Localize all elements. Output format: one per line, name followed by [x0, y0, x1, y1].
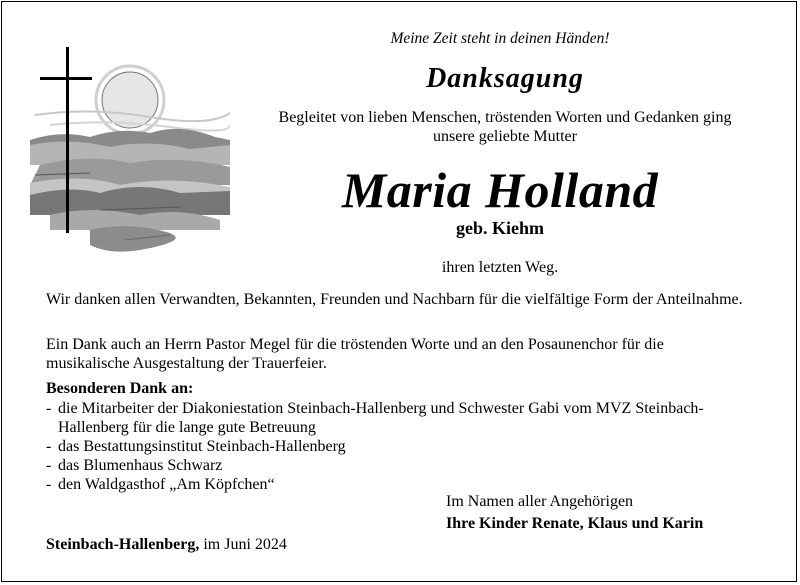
list-item-text: den Waldgasthof „Am Köpfchen“ — [58, 476, 275, 493]
list-item-text: die Mitarbeiter der Diakoniestation Steinbach-Hallenberg und Schwester Gabi vom MVZ Steinbach-Hallenberg für die lange gute Betreuung — [58, 400, 704, 436]
motto: Meine Zeit steht in deinen Händen! — [390, 30, 610, 47]
place-date — [46, 536, 287, 554]
deceased-name: Maria Holland — [341, 162, 659, 218]
signature-line-1: Im Namen aller Angehörigen — [446, 493, 634, 510]
thanks-paragraph-2: Ein Dank auch an Herrn Pastor Megel für die tröstenden Worte und an den Posaunenchor für die musikalische Ausgestaltung der Trauerfeier. — [46, 336, 664, 372]
special-thanks-list — [46, 399, 746, 494]
intro-text: Begleitet von lieben Menschen, tröstenden Worten und Gedanken ging unsere geliebte Mutter — [278, 109, 732, 145]
dash-icon: - — [46, 476, 52, 493]
list-item — [46, 399, 746, 437]
birth-name: geb. Kiehm — [456, 218, 544, 238]
dash-icon: - — [46, 400, 52, 417]
list-item — [46, 456, 746, 475]
date: im Juni 2024 — [203, 536, 287, 553]
last-way-text: ihren letzten Weg. — [441, 259, 559, 276]
special-thanks-heading: Besonderen Dank an: — [46, 380, 194, 397]
heading-danksagung: Danksagung — [426, 63, 584, 94]
list-item-text: das Blumenhaus Schwarz — [58, 457, 223, 474]
dash-icon: - — [46, 438, 52, 455]
thanks-paragraph-1: Wir danken allen Verwandten, Bekannten, Freunden und Nachbarn für die vielfältige Form der Anteilnahme. — [46, 291, 743, 308]
list-item — [46, 437, 746, 456]
memorial-illustration — [30, 45, 230, 265]
list-item-text: das Bestattungsinstitut Steinbach-Hallenberg — [58, 438, 346, 455]
signature-names: Ihre Kinder Renate, Klaus und Karin — [446, 515, 704, 532]
sun-icon — [102, 72, 158, 128]
signature-block — [446, 491, 703, 535]
dash-icon: - — [46, 457, 52, 474]
place: Steinbach-Hallenberg, — [46, 536, 200, 553]
